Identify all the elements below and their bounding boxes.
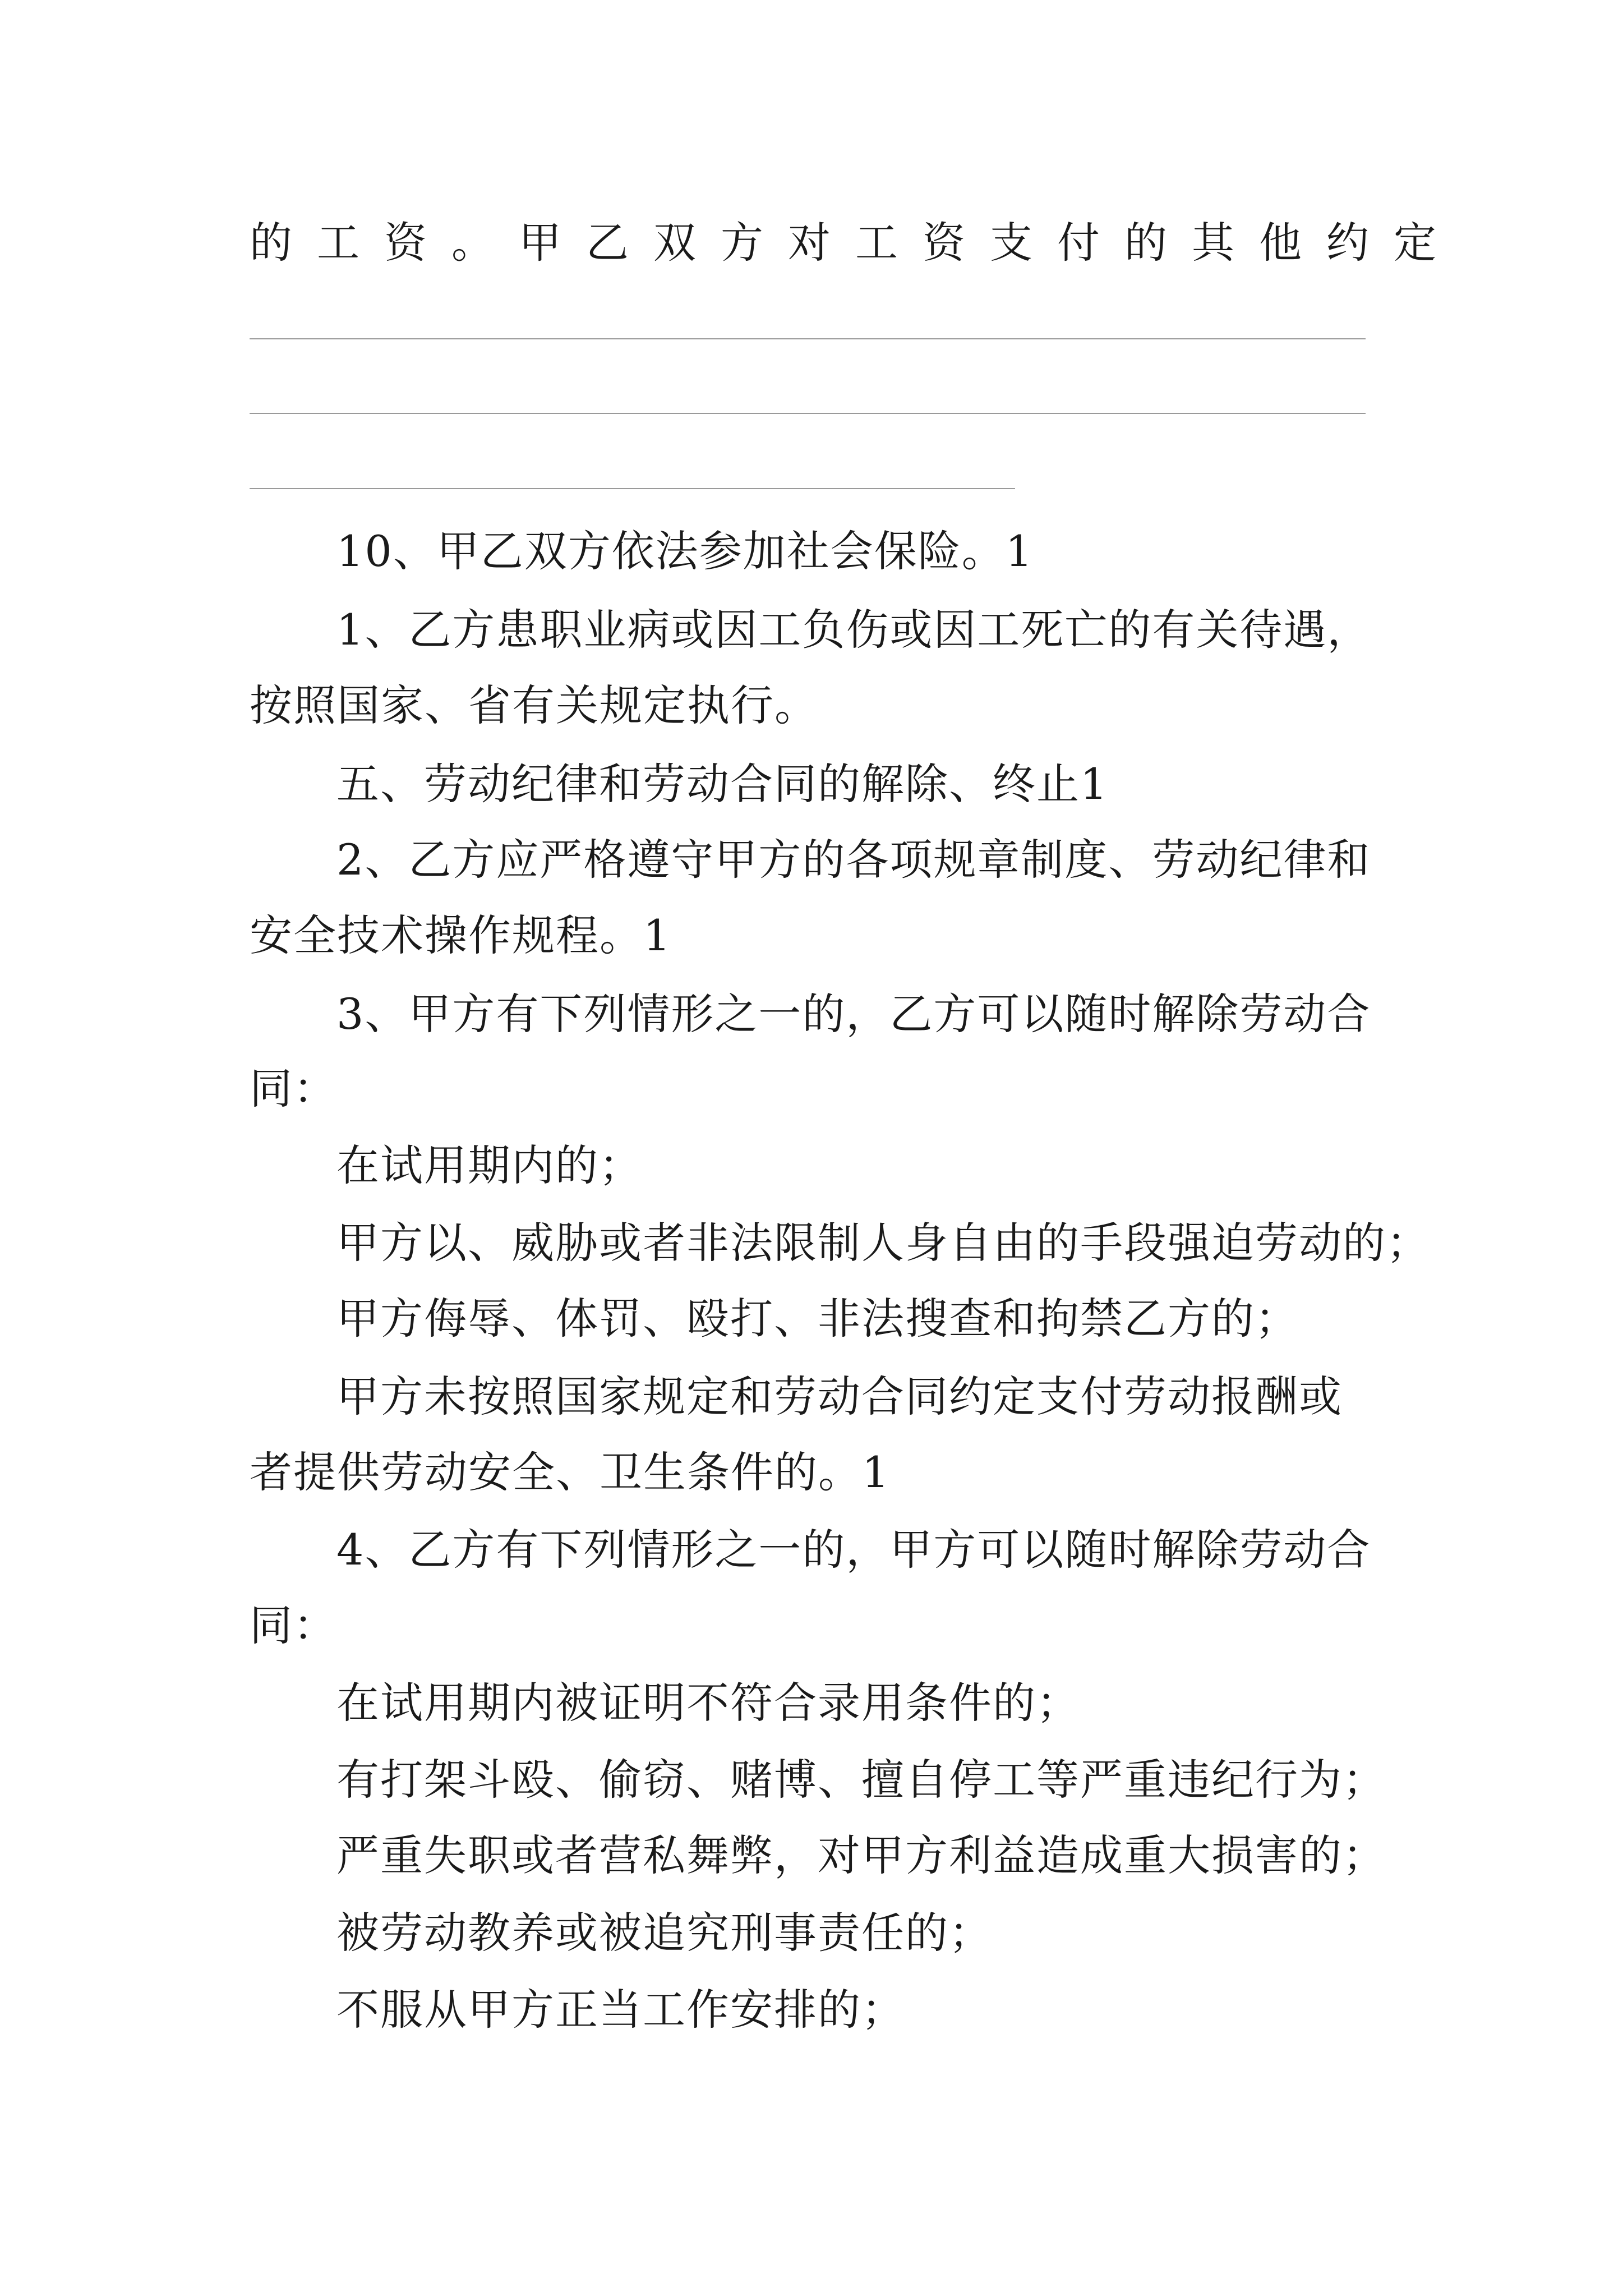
clause-14-item-2: 有打架斗殴、偷窃、赌博、擅自停工等严重违纪行为； <box>336 1755 1386 1805</box>
clause-14-item-5: 不服从甲方正当工作安排的； <box>336 1985 905 2035</box>
clause-11-line-1: 1、乙方患职业病或因工负伤或因工死亡的有关待遇， <box>336 605 1371 655</box>
clause-14-item-4: 被劳动教养或被追究刑事责任的； <box>336 1908 993 1958</box>
clause-13-item-3: 甲方侮辱、体罚、殴打、非法搜查和拘禁乙方的； <box>336 1294 1299 1343</box>
clause-13-line-2: 同： <box>250 1064 337 1114</box>
clause-13-item-1: 在试用期内的； <box>336 1140 643 1190</box>
clause-12-line-2: 安全技术操作规程。1 <box>250 910 672 960</box>
text-line-wage-other-agreement: 的工资。甲乙双方对工资支付的其他约定 <box>250 218 1461 268</box>
clause-14-item-3: 严重失职或者营私舞弊，对甲方利益造成重大损害的； <box>336 1830 1386 1880</box>
blank-fill-line-2 <box>250 413 1366 414</box>
clause-14-line-1: 4、乙方有下列情形之一的，甲方可以随时解除劳动合 <box>336 1525 1371 1575</box>
clause-13-item-4-line-1: 甲方未按照国家规定和劳动合同约定支付劳动报酬或 <box>336 1372 1343 1421</box>
clause-13-item-4-line-2: 者提供劳动安全、卫生条件的。1 <box>250 1447 891 1497</box>
section-heading-5: 五、劳动纪律和劳动合同的解除、终止1 <box>336 759 1109 809</box>
clause-13-line-1: 3、甲方有下列情形之一的，乙方可以随时解除劳动合 <box>336 989 1371 1039</box>
clause-10: 10、甲乙双方依法参加社会保险。1 <box>336 526 1034 576</box>
blank-fill-line-1 <box>250 338 1366 339</box>
clause-14-line-2: 同： <box>250 1600 337 1650</box>
clause-14-item-1: 在试用期内被证明不符合录用条件的； <box>336 1678 1080 1728</box>
clause-11-line-2: 按照国家、省有关规定执行。 <box>250 680 818 730</box>
clause-13-item-2: 甲方以、威胁或者非法限制人身自由的手段强迫劳动的； <box>336 1218 1430 1268</box>
blank-fill-line-3 <box>250 488 1015 489</box>
clause-12-line-1: 2、乙方应严格遵守甲方的各项规章制度、劳动纪律和 <box>336 835 1371 885</box>
